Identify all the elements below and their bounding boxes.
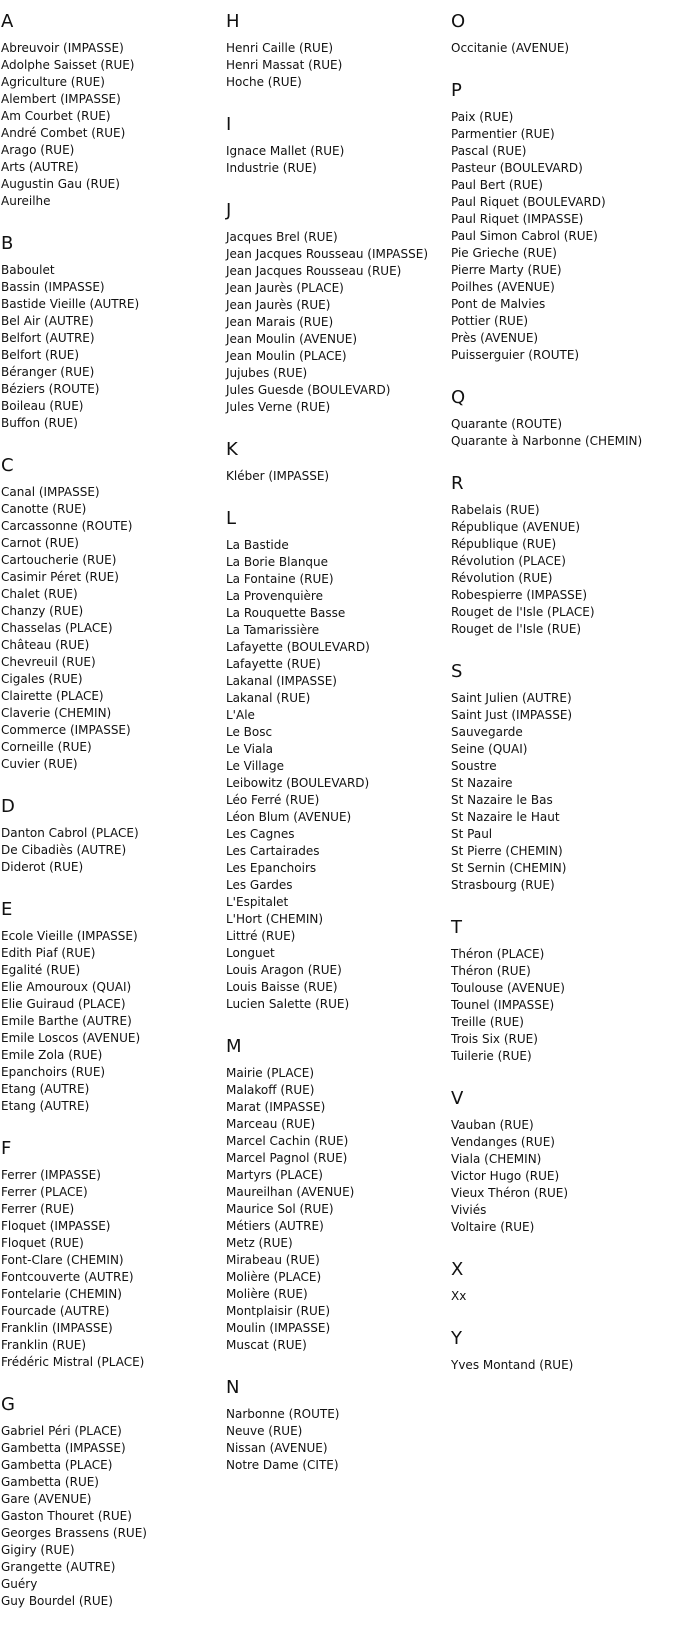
- street-item[interactable]: Saint Julien (AUTRE): [451, 691, 572, 705]
- street-item[interactable]: Léo Ferré (RUE): [226, 793, 320, 807]
- street-item[interactable]: Mirabeau (RUE): [226, 1253, 320, 1267]
- street-item[interactable]: Vauban (RUE): [451, 1118, 534, 1132]
- street-item[interactable]: Parmentier (RUE): [451, 127, 555, 141]
- street-item[interactable]: St Nazaire le Haut: [451, 810, 560, 824]
- street-item[interactable]: Edith Piaf (RUE): [1, 946, 96, 960]
- street-item[interactable]: Tuilerie (RUE): [451, 1049, 532, 1063]
- street-item[interactable]: Fontelarie (CHEMIN): [1, 1287, 122, 1301]
- letter-section: [226, 200, 451, 416]
- street-item[interactable]: La Fontaine (RUE): [226, 572, 334, 586]
- street-item[interactable]: Les Gardes: [226, 878, 293, 892]
- street-item[interactable]: Théron (RUE): [451, 964, 531, 978]
- street-item[interactable]: Kléber (IMPASSE): [226, 469, 330, 483]
- street-item[interactable]: Franklin (IMPASSE): [1, 1321, 113, 1335]
- street-item[interactable]: Canal (IMPASSE): [1, 485, 100, 499]
- street-item[interactable]: Quarante à Narbonne (CHEMIN): [451, 434, 643, 448]
- street-item[interactable]: Léon Blum (AVENUE): [226, 810, 352, 824]
- index-column: [451, 11, 675, 1397]
- street-item[interactable]: Révolution (PLACE): [451, 554, 566, 568]
- street-item[interactable]: Augustin Gau (RUE): [1, 177, 120, 191]
- street-item[interactable]: Maureilhan (AVENUE): [226, 1185, 355, 1199]
- street-item[interactable]: Etang (AUTRE): [1, 1082, 90, 1096]
- street-item[interactable]: Chalet (RUE): [1, 587, 78, 601]
- street-item[interactable]: Jean Jacques Rousseau (RUE): [226, 264, 402, 278]
- street-item[interactable]: Cigales (RUE): [1, 672, 83, 686]
- letter-section: [451, 80, 675, 364]
- street-item[interactable]: Métiers (AUTRE): [226, 1219, 324, 1233]
- street-item[interactable]: Fourcade (AUTRE): [1, 1304, 110, 1318]
- street-item[interactable]: Leibowitz (BOULEVARD): [226, 776, 370, 790]
- street-item[interactable]: La Tamarissière: [226, 623, 320, 637]
- street-item[interactable]: Gigiry (RUE): [1, 1543, 75, 1557]
- street-item[interactable]: Poilhes (AVENUE): [451, 280, 555, 294]
- street-item[interactable]: St Nazaire: [451, 776, 513, 790]
- street-item[interactable]: Occitanie (AVENUE): [451, 41, 570, 55]
- letter-section: [226, 1377, 451, 1474]
- street-item[interactable]: Strasbourg (RUE): [451, 878, 555, 892]
- street-item[interactable]: L'Espitalet: [226, 895, 289, 909]
- street-item[interactable]: Narbonne (ROUTE): [226, 1407, 340, 1421]
- street-item[interactable]: Les Epanchoirs: [226, 861, 317, 875]
- street-item[interactable]: Ignace Mallet (RUE): [226, 144, 345, 158]
- street-item[interactable]: Franklin (RUE): [1, 1338, 87, 1352]
- letter-section: [1, 233, 226, 432]
- street-item[interactable]: Béranger (RUE): [1, 365, 95, 379]
- street-item[interactable]: Ferrer (RUE): [1, 1202, 75, 1216]
- street-item[interactable]: Jean Marais (RUE): [226, 315, 334, 329]
- street-item[interactable]: Rabelais (RUE): [451, 503, 540, 517]
- street-item[interactable]: Adolphe Saisset (RUE): [1, 58, 135, 72]
- street-item[interactable]: Soustre: [451, 759, 497, 773]
- street-item[interactable]: André Combet (RUE): [1, 126, 126, 140]
- street-item[interactable]: Littré (RUE): [226, 929, 296, 943]
- street-item[interactable]: Notre Dame (CITE): [226, 1458, 339, 1472]
- street-item[interactable]: Georges Brassens (RUE): [1, 1526, 147, 1540]
- street-item[interactable]: Louis Baisse (RUE): [226, 980, 338, 994]
- letter-section: [226, 114, 451, 177]
- letter-heading: Q: [451, 387, 466, 408]
- street-item[interactable]: Tounel (IMPASSE): [451, 998, 555, 1012]
- letter-heading: Y: [451, 1328, 462, 1349]
- street-item[interactable]: Pasteur (BOULEVARD): [451, 161, 583, 175]
- street-item[interactable]: Rouget de l'Isle (RUE): [451, 622, 582, 636]
- street-item[interactable]: Commerce (IMPASSE): [1, 723, 131, 737]
- street-item[interactable]: St Nazaire le Bas: [451, 793, 553, 807]
- letter-section: [451, 1328, 675, 1374]
- street-item[interactable]: Près (AVENUE): [451, 331, 539, 345]
- street-item[interactable]: Jean Jacques Rousseau (IMPASSE): [226, 247, 429, 261]
- letter-heading: E: [1, 899, 13, 920]
- street-item[interactable]: Lakanal (RUE): [226, 691, 311, 705]
- street-item[interactable]: Pottier (RUE): [451, 314, 529, 328]
- street-item[interactable]: Alembert (IMPASSE): [1, 92, 121, 106]
- street-item[interactable]: Puisserguier (ROUTE): [451, 348, 580, 362]
- street-item[interactable]: Paul Riquet (BOULEVARD): [451, 195, 606, 209]
- letter-section: [451, 473, 675, 638]
- street-item[interactable]: Jules Guesde (BOULEVARD): [226, 383, 391, 397]
- street-item[interactable]: La Borie Blanque: [226, 555, 329, 569]
- street-item[interactable]: Chevreuil (RUE): [1, 655, 96, 669]
- street-item[interactable]: Montplaisir (RUE): [226, 1304, 331, 1318]
- letter-section: [451, 11, 675, 57]
- street-item[interactable]: Belfort (AUTRE): [1, 331, 95, 345]
- street-item[interactable]: Jean Jaurès (PLACE): [226, 281, 344, 295]
- street-item[interactable]: Abreuvoir (IMPASSE): [1, 41, 124, 55]
- street-item[interactable]: Buffon (RUE): [1, 416, 78, 430]
- street-item[interactable]: La Rouquette Basse: [226, 606, 346, 620]
- street-item[interactable]: Nissan (AVENUE): [226, 1441, 328, 1455]
- street-item[interactable]: Jean Moulin (PLACE): [226, 349, 347, 363]
- street-item[interactable]: Emile Barthe (AUTRE): [1, 1014, 132, 1028]
- street-item[interactable]: Gambetta (PLACE): [1, 1458, 113, 1472]
- street-item[interactable]: La Bastide: [226, 538, 289, 552]
- street-item[interactable]: Cuvier (RUE): [1, 757, 78, 771]
- letter-heading: L: [226, 508, 237, 529]
- street-item[interactable]: Agriculture (RUE): [1, 75, 105, 89]
- street-item[interactable]: Chanzy (RUE): [1, 604, 84, 618]
- letter-heading: I: [226, 114, 232, 135]
- letter-heading: F: [1, 1138, 12, 1159]
- street-item[interactable]: Molière (RUE): [226, 1287, 308, 1301]
- street-item[interactable]: Henri Caille (RUE): [226, 41, 334, 55]
- street-item[interactable]: Arts (AUTRE): [1, 160, 79, 174]
- letter-heading: P: [451, 80, 462, 101]
- street-item[interactable]: Elie Amouroux (QUAI): [1, 980, 132, 994]
- street-item[interactable]: Sauvegarde: [451, 725, 523, 739]
- street-item[interactable]: Marceau (RUE): [226, 1117, 316, 1131]
- letter-section: [451, 1259, 675, 1305]
- street-item[interactable]: Canotte (RUE): [1, 502, 87, 516]
- street-item[interactable]: Xx: [451, 1289, 467, 1303]
- street-item[interactable]: Carcassonne (ROUTE): [1, 519, 133, 533]
- street-item[interactable]: Bastide Vieille (AUTRE): [1, 297, 140, 311]
- street-item[interactable]: Gabriel Péri (PLACE): [1, 1424, 122, 1438]
- street-item[interactable]: Metz (RUE): [226, 1236, 293, 1250]
- street-item[interactable]: Cartoucherie (RUE): [1, 553, 117, 567]
- letter-section: [226, 508, 451, 1013]
- street-item[interactable]: Maurice Sol (RUE): [226, 1202, 334, 1216]
- street-item[interactable]: Treille (RUE): [451, 1015, 524, 1029]
- street-item[interactable]: Trois Six (RUE): [451, 1032, 538, 1046]
- street-item[interactable]: Belfort (RUE): [1, 348, 80, 362]
- street-item[interactable]: République (RUE): [451, 537, 557, 551]
- street-item[interactable]: Guéry: [1, 1577, 38, 1591]
- letter-heading: H: [226, 11, 240, 32]
- street-item[interactable]: Mairie (PLACE): [226, 1066, 315, 1080]
- street-item[interactable]: Pont de Malvies: [451, 297, 546, 311]
- letter-section: [226, 11, 451, 91]
- street-item[interactable]: L'Hort (CHEMIN): [226, 912, 324, 926]
- letter-heading: K: [226, 439, 238, 460]
- street-item[interactable]: Arago (RUE): [1, 143, 75, 157]
- street-item[interactable]: Seine (QUAI): [451, 742, 528, 756]
- letter-heading: O: [451, 11, 466, 32]
- street-item[interactable]: La Provenquière: [226, 589, 323, 603]
- street-item[interactable]: République (AVENUE): [451, 520, 581, 534]
- street-item[interactable]: Font-Clare (CHEMIN): [1, 1253, 124, 1267]
- street-item[interactable]: Lakanal (IMPASSE): [226, 674, 337, 688]
- street-item[interactable]: Baboulet: [1, 263, 55, 277]
- letter-heading: G: [1, 1394, 15, 1415]
- street-item[interactable]: Muscat (RUE): [226, 1338, 307, 1352]
- street-item[interactable]: Boileau (RUE): [1, 399, 84, 413]
- street-item[interactable]: Neuve (RUE): [226, 1424, 303, 1438]
- street-item[interactable]: Egalité (RUE): [1, 963, 81, 977]
- street-item[interactable]: Bassin (IMPASSE): [1, 280, 105, 294]
- street-item[interactable]: Aureilhe: [1, 194, 51, 208]
- street-item[interactable]: Lafayette (RUE): [226, 657, 321, 671]
- street-item[interactable]: Yves Montand (RUE): [451, 1358, 574, 1372]
- street-item[interactable]: Jean Moulin (AVENUE): [226, 332, 358, 346]
- street-item[interactable]: Rouget de l'Isle (PLACE): [451, 605, 595, 619]
- street-item[interactable]: Robespierre (IMPASSE): [451, 588, 588, 602]
- letter-heading: N: [226, 1377, 240, 1398]
- street-item[interactable]: Marcel Cachin (RUE): [226, 1134, 349, 1148]
- street-item[interactable]: Henri Massat (RUE): [226, 58, 343, 72]
- letter-section: [226, 1036, 451, 1354]
- street-item[interactable]: Saint Just (IMPASSE): [451, 708, 573, 722]
- letter-heading: R: [451, 473, 464, 494]
- street-item[interactable]: Les Cartairades: [226, 844, 320, 858]
- street-item[interactable]: Viviés: [451, 1203, 487, 1217]
- street-item[interactable]: Emile Loscos (AVENUE): [1, 1031, 141, 1045]
- letter-section: [1, 1138, 226, 1371]
- street-item[interactable]: L'Ale: [226, 708, 255, 722]
- letter-section: [1, 899, 226, 1115]
- street-item[interactable]: Ferrer (PLACE): [1, 1185, 88, 1199]
- letter-heading: V: [451, 1088, 464, 1109]
- index-column: [0, 11, 226, 1633]
- letter-section: [1, 1394, 226, 1610]
- street-item[interactable]: Gambetta (IMPASSE): [1, 1441, 126, 1455]
- street-item[interactable]: Frédéric Mistral (PLACE): [1, 1355, 145, 1369]
- street-item[interactable]: Gambetta (RUE): [1, 1475, 99, 1489]
- street-item[interactable]: Longuet: [226, 946, 275, 960]
- street-item[interactable]: Pascal (RUE): [451, 144, 527, 158]
- letter-heading: T: [451, 917, 462, 938]
- street-item[interactable]: Carnot (RUE): [1, 536, 79, 550]
- street-item[interactable]: Chasselas (PLACE): [1, 621, 113, 635]
- street-item[interactable]: Béziers (ROUTE): [1, 382, 100, 396]
- street-item[interactable]: Bel Air (AUTRE): [1, 314, 94, 328]
- street-item[interactable]: Fontcouverte (AUTRE): [1, 1270, 134, 1284]
- street-item[interactable]: Danton Cabrol (PLACE): [1, 826, 139, 840]
- street-item[interactable]: Gaston Thouret (RUE): [1, 1509, 132, 1523]
- street-item[interactable]: Corneille (RUE): [1, 740, 92, 754]
- street-item[interactable]: St Sernin (CHEMIN): [451, 861, 567, 875]
- street-item[interactable]: Pierre Marty (RUE): [451, 263, 562, 277]
- street-item[interactable]: Lucien Salette (RUE): [226, 997, 350, 1011]
- letter-heading: S: [451, 661, 463, 682]
- street-item[interactable]: Les Cagnes: [226, 827, 295, 841]
- street-item[interactable]: St Paul: [451, 827, 493, 841]
- street-item[interactable]: Gare (AVENUE): [1, 1492, 92, 1506]
- street-item[interactable]: Paul Riquet (IMPASSE): [451, 212, 584, 226]
- street-item[interactable]: Voltaire (RUE): [451, 1220, 535, 1234]
- letter-section: [1, 455, 226, 773]
- letter-section: [451, 917, 675, 1065]
- index-column: [226, 11, 451, 1497]
- street-item[interactable]: Malakoff (RUE): [226, 1083, 315, 1097]
- street-item[interactable]: Viala (CHEMIN): [451, 1152, 542, 1166]
- letter-section: [451, 1088, 675, 1236]
- street-item[interactable]: Emile Zola (RUE): [1, 1048, 103, 1062]
- street-item[interactable]: Paix (RUE): [451, 110, 514, 124]
- street-item[interactable]: St Pierre (CHEMIN): [451, 844, 563, 858]
- street-item[interactable]: Martyrs (PLACE): [226, 1168, 323, 1182]
- street-item[interactable]: Louis Aragon (RUE): [226, 963, 342, 977]
- street-item[interactable]: Quarante (ROUTE): [451, 417, 563, 431]
- street-item[interactable]: Vieux Théron (RUE): [451, 1186, 568, 1200]
- street-item[interactable]: Jules Verne (RUE): [226, 400, 331, 414]
- street-item[interactable]: Toulouse (AVENUE): [451, 981, 565, 995]
- street-item[interactable]: Marcel Pagnol (RUE): [226, 1151, 348, 1165]
- street-item[interactable]: Lafayette (BOULEVARD): [226, 640, 370, 654]
- street-item[interactable]: Diderot (RUE): [1, 860, 84, 874]
- letter-section: [451, 387, 675, 450]
- street-item[interactable]: Théron (PLACE): [451, 947, 545, 961]
- street-item[interactable]: Château (RUE): [1, 638, 90, 652]
- street-item[interactable]: Le Viala: [226, 742, 273, 756]
- street-item[interactable]: Casimir Péret (RUE): [1, 570, 119, 584]
- street-item[interactable]: Etang (AUTRE): [1, 1099, 90, 1113]
- street-item[interactable]: De Cibadiès (AUTRE): [1, 843, 127, 857]
- street-item[interactable]: Le Bosc: [226, 725, 273, 739]
- letter-section: [1, 11, 226, 210]
- street-item[interactable]: Victor Hugo (RUE): [451, 1169, 560, 1183]
- street-item[interactable]: Industrie (RUE): [226, 161, 317, 175]
- street-item[interactable]: Am Courbet (RUE): [1, 109, 111, 123]
- street-item[interactable]: Claverie (CHEMIN): [1, 706, 112, 720]
- street-item[interactable]: Floquet (RUE): [1, 1236, 84, 1250]
- street-item[interactable]: Grangette (AUTRE): [1, 1560, 116, 1574]
- letter-heading: A: [1, 11, 14, 32]
- street-item[interactable]: Clairette (PLACE): [1, 689, 104, 703]
- street-item[interactable]: Molière (PLACE): [226, 1270, 322, 1284]
- street-item[interactable]: Floquet (IMPASSE): [1, 1219, 111, 1233]
- street-item[interactable]: Elie Guiraud (PLACE): [1, 997, 126, 1011]
- street-item[interactable]: Vendanges (RUE): [451, 1135, 555, 1149]
- letter-heading: X: [451, 1259, 464, 1280]
- letter-section: [1, 796, 226, 876]
- street-item[interactable]: Ferrer (IMPASSE): [1, 1168, 101, 1182]
- letter-heading: B: [1, 233, 14, 254]
- street-item[interactable]: Jacques Brel (RUE): [226, 230, 338, 244]
- street-item[interactable]: Révolution (RUE): [451, 571, 553, 585]
- letter-heading: J: [226, 200, 232, 221]
- street-item[interactable]: Jean Jaurès (RUE): [226, 298, 331, 312]
- street-item[interactable]: Jujubes (RUE): [226, 366, 308, 380]
- street-item[interactable]: Epanchoirs (RUE): [1, 1065, 106, 1079]
- letter-section: [451, 661, 675, 894]
- street-item[interactable]: Ecole Vieille (IMPASSE): [1, 929, 138, 943]
- street-item[interactable]: Marat (IMPASSE): [226, 1100, 326, 1114]
- street-item[interactable]: Guy Bourdel (RUE): [1, 1594, 113, 1608]
- letter-heading: M: [226, 1036, 242, 1057]
- letter-heading: C: [1, 455, 14, 476]
- street-item[interactable]: Hoche (RUE): [226, 75, 302, 89]
- letter-heading: D: [1, 796, 15, 817]
- street-item[interactable]: Paul Bert (RUE): [451, 178, 543, 192]
- street-item[interactable]: Moulin (IMPASSE): [226, 1321, 331, 1335]
- street-item[interactable]: Le Village: [226, 759, 284, 773]
- letter-section: [226, 439, 451, 485]
- street-item[interactable]: Paul Simon Cabrol (RUE): [451, 229, 598, 243]
- street-item[interactable]: Pie Grieche (RUE): [451, 246, 557, 260]
